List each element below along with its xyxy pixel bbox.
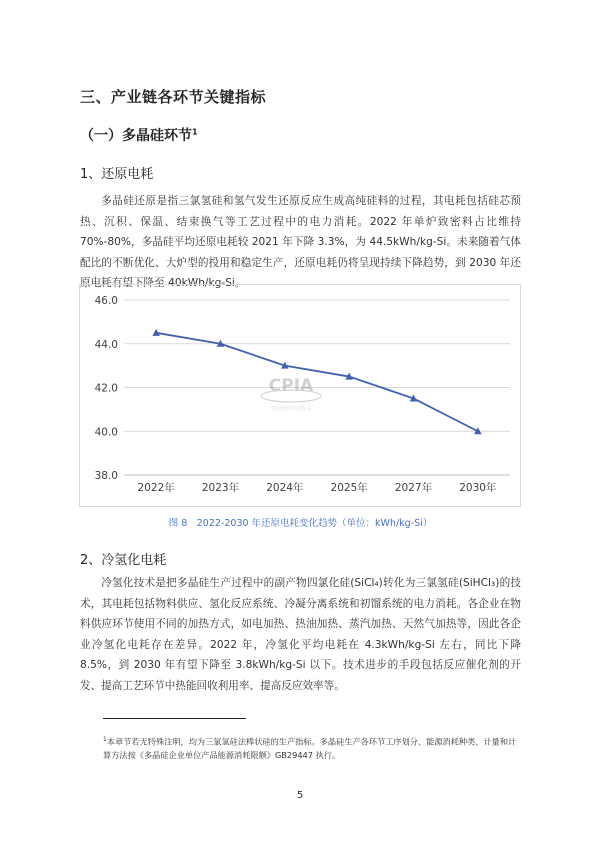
watermark-logo: CPIA: [268, 376, 314, 396]
item1-paragraph: 多晶硅还原是指三氯氢硅和氢气发生还原反应生成高纯硅料的过程，其电耗包括硅芯预热、沉积、保温、结束换气等工艺过程中的电力消耗。2022 年单炉致密料占比维持 70%-80%，多晶硅平均还原电耗较 2021 年下降 3.3%，为 44.5kWh/kg-Si。未来随着气体配比的不断优化、大炉型的投用和稳定生产，还原电耗仍将呈现持续下降趋势，到 2030 年还原电耗有望下降至 40kWh/kg-Si。: [80, 195, 521, 289]
x-tick-label: 2023年: [201, 482, 240, 494]
series-line: [156, 333, 478, 431]
page-number: 5: [296, 790, 304, 801]
y-tick-label: 46.0: [94, 295, 118, 307]
footnote-mark: 1: [103, 736, 107, 743]
subsection-title-text: （一）多晶硅环节: [80, 128, 192, 144]
footnote-separator: [103, 718, 246, 719]
reduction-power-chart: [79, 284, 521, 507]
chart-series: [152, 329, 481, 434]
data-point-marker: [152, 329, 160, 336]
figure-caption: 图 8 2022-2030 年还原电耗变化趋势（单位：kWh/kg-Si）: [168, 518, 433, 529]
footnote-text: 本章节若无特殊注明，均为三氯氢硅法棒状硅的生产指标。多晶硅生产各环节工序划分、能源消耗种类、计量和计算方法按《多晶硅企业单位产品能源消耗限额》GB29447 执行。: [103, 736, 517, 760]
chart-svg: [80, 285, 520, 506]
y-tick-label: 44.0: [94, 338, 118, 351]
x-tick-label: 2027年: [394, 482, 433, 494]
item2-paragraph: 冷氢化技术是把多晶硅生产过程中的副产物四氯化硅(SiCl₄)转化为三氯氢硅(SiHCl₃)的技术，其电耗包括物料供应、氢化反应系统、冷凝分离系统和初馏系统的电力消耗。各企业在物料供应环节使用不同的加热方式，如电加热、热油加热、蒸汽加热、天然气加热等，因此各企业冷氢化电耗存在差异。2022 年，冷氢化平均电耗在 4.3kWh/kg-Si 左右，同比下降 8.5%，到 2030 年有望下降至 3.8kWh/kg-Si 以下。技术进步的手段包括反应催化剂的开发、提高工艺环节中热能回收利用率、提高反应效率等。: [80, 577, 521, 692]
chart-gridlines: [124, 300, 510, 475]
x-tick-label: 2022年: [137, 482, 175, 494]
x-axis-ticks: [138, 481, 497, 494]
y-tick-label: 40.0: [94, 426, 118, 439]
footnote: [103, 733, 523, 762]
footnote-reference[interactable]: 1: [192, 127, 198, 137]
y-tick-label: 42.0: [94, 382, 118, 395]
x-tick-label: 2024年: [266, 482, 304, 494]
y-tick-label: 38.0: [94, 470, 118, 482]
item2-title: 2、冷氢化电耗: [80, 553, 167, 568]
y-axis-ticks: [95, 295, 118, 482]
subsection-title: [80, 125, 198, 145]
item1-title: 1、还原电耗: [80, 167, 154, 182]
x-tick-label: 2030年: [459, 482, 497, 494]
section-title: 三、产业链各环节关键指标: [80, 88, 267, 106]
cpia-watermark: [261, 376, 321, 412]
x-tick-label: 2025年: [330, 482, 368, 494]
watermark-org: 中国光伏行业协会: [270, 406, 312, 412]
